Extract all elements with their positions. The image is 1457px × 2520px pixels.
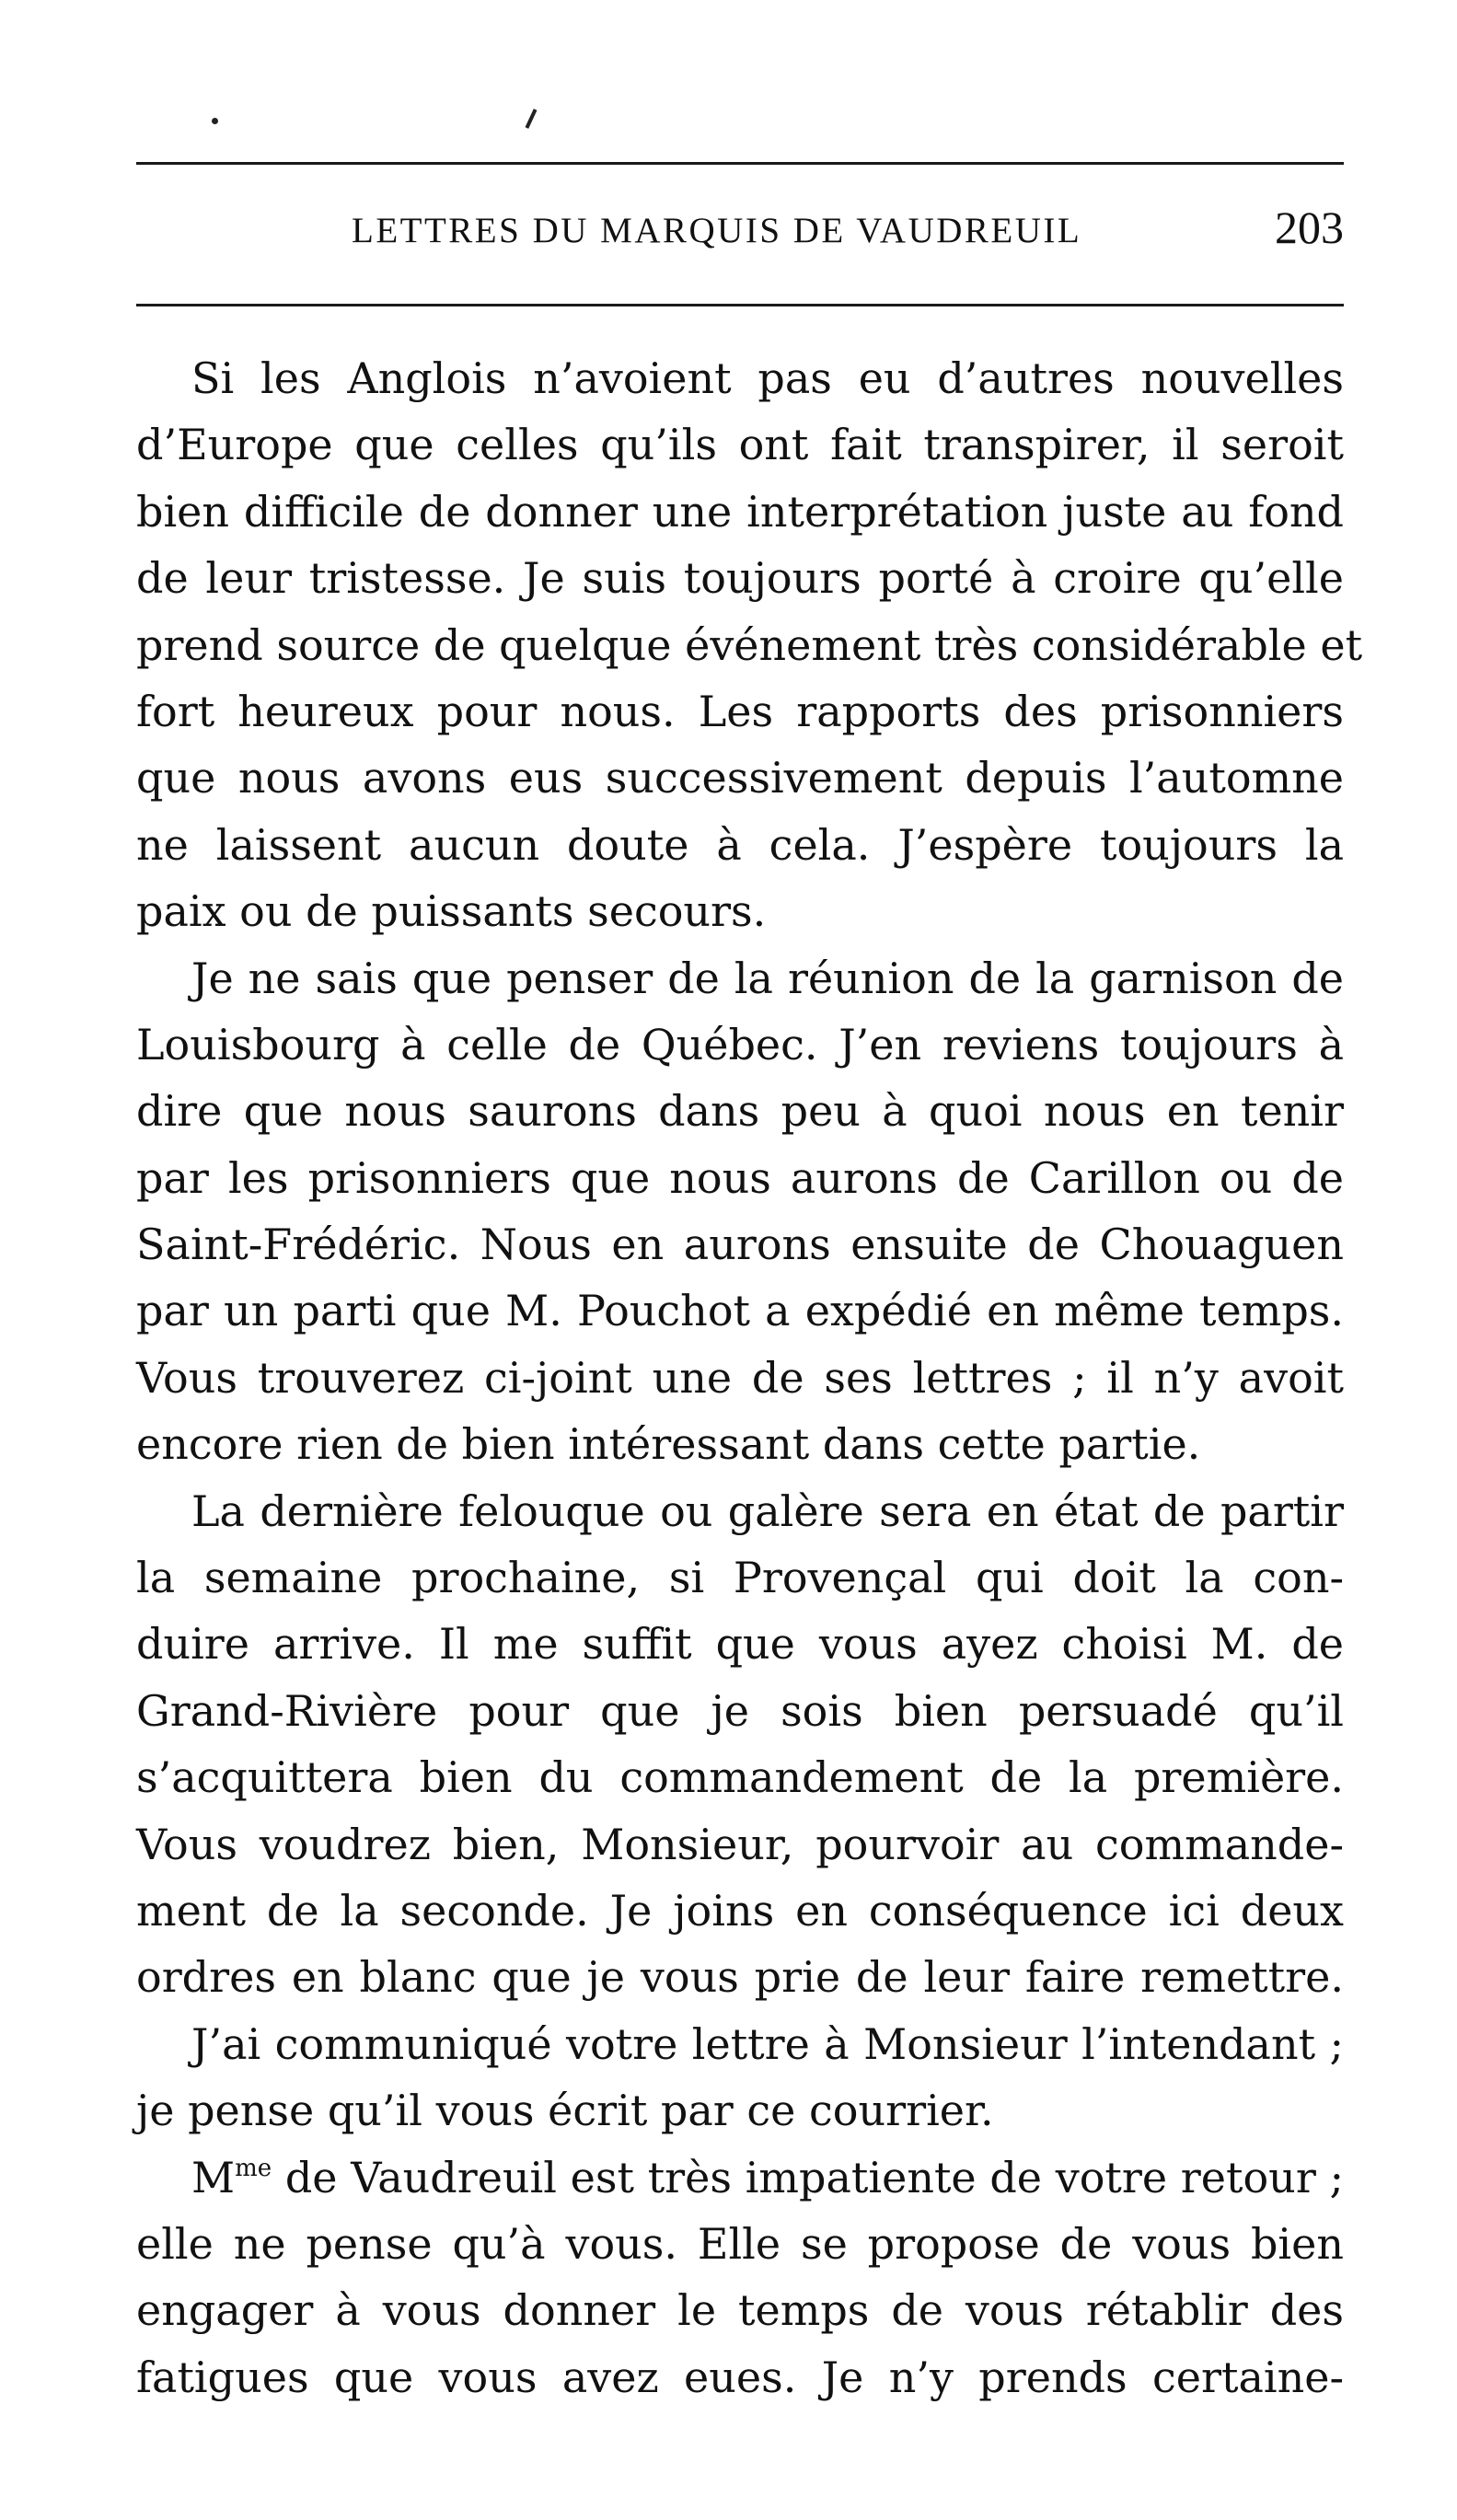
- header-rule-bottom: [136, 304, 1344, 306]
- text-line: elle ne pense qu’à vous. Elle se propose de vous bien: [136, 2218, 1344, 2269]
- page-number: 203: [1275, 202, 1344, 253]
- running-title: LETTRES DU MARQUIS DE VAUDREUIL: [352, 211, 1082, 250]
- text-line: d’Europe que celles qu’ils ont fait transpirer, il seroit: [136, 420, 1344, 470]
- text-line: J’ai communiqué votre lettre à Monsieur l’intendant ;: [191, 2018, 1344, 2069]
- text-line-madame: [136, 2144, 1344, 2211]
- text-line: Si les Anglois n’avoient pas eu d’autres nouvelles: [191, 353, 1344, 403]
- text-line: fatigues que vous avez eues. Je n’y prends certaine-: [136, 2352, 1344, 2402]
- madame-abbrev: M: [191, 2152, 236, 2202]
- text-line: encore rien de bien intéressant dans cette partie.: [136, 1419, 1201, 1470]
- text-line: Vous voudrez bien, Monsieur, pourvoir au commande-: [136, 1819, 1344, 1869]
- text-line: de leur tristesse. Je suis toujours porté à croire qu’elle: [136, 553, 1344, 604]
- stray-tick: [526, 109, 538, 129]
- text-line: la semaine prochaine, si Provençal qui doit la con-: [136, 1553, 1344, 1603]
- text-line: ordres en blanc que je vous prie de leur faire remettre.: [136, 1952, 1344, 2003]
- text-line: je pense qu’il vous écrit par ce courrier.: [136, 2086, 994, 2136]
- stray-dot: [212, 118, 218, 124]
- body-text: [136, 345, 1363, 2410]
- text-line: Saint-Frédéric. Nous en aurons ensuite de Chouaguen: [136, 1220, 1344, 1270]
- text-line: ment de la seconde. Je joins en conséquence ici deux: [136, 1885, 1344, 1936]
- text-line: paix ou de puissants secours.: [136, 886, 767, 937]
- text-line: bien difficile de donner une interprétation juste au fond: [136, 486, 1344, 537]
- text-line: duire arrive. Il me suffit que vous ayez choisi M. de: [136, 1619, 1344, 1670]
- text-line: dire que nous saurons dans peu à quoi nous en tenir: [136, 1086, 1344, 1137]
- text-line: Vous trouverez ci-joint une de ses lettres ; il n’y avoit: [136, 1352, 1344, 1403]
- text-line: ne laissent aucun doute à cela. J’espère toujours la: [136, 819, 1344, 870]
- text-line: Grand-Rivière pour que je sois bien persuadé qu’il: [136, 1685, 1344, 1736]
- text-line: par les prisonniers que nous aurons de Carillon ou de: [136, 1152, 1344, 1203]
- text-line: par un parti que M. Pouchot a expédié en même temps.: [136, 1286, 1344, 1336]
- text-line: engager à vous donner le temps de vous rétablir des: [136, 2285, 1344, 2336]
- text-line: fort heureux pour nous. Les rapports des prisonniers: [136, 686, 1344, 736]
- madame-superscript: me: [235, 2154, 272, 2182]
- header-rule-top: [136, 162, 1344, 165]
- text-line: que nous avons eus successivement depuis l’automne: [136, 753, 1344, 803]
- running-head: [136, 197, 1344, 261]
- text-line-rest: de Vaudreuil est très impatiente de votre retour ;: [284, 2152, 1344, 2202]
- text-line: La dernière felouque ou galère sera en état de partir: [191, 1485, 1344, 1536]
- text-line: prend source de quelque événement très considérable et: [136, 619, 1363, 670]
- text-line: Je ne sais que penser de la réunion de la garnison de: [191, 953, 1344, 1003]
- stray-print-marks: [212, 109, 561, 136]
- text-line: s’acquittera bien du commandement de la première.: [136, 1752, 1344, 1803]
- text-line: Louisbourg à celle de Québec. J’en reviens toujours à: [136, 1019, 1344, 1069]
